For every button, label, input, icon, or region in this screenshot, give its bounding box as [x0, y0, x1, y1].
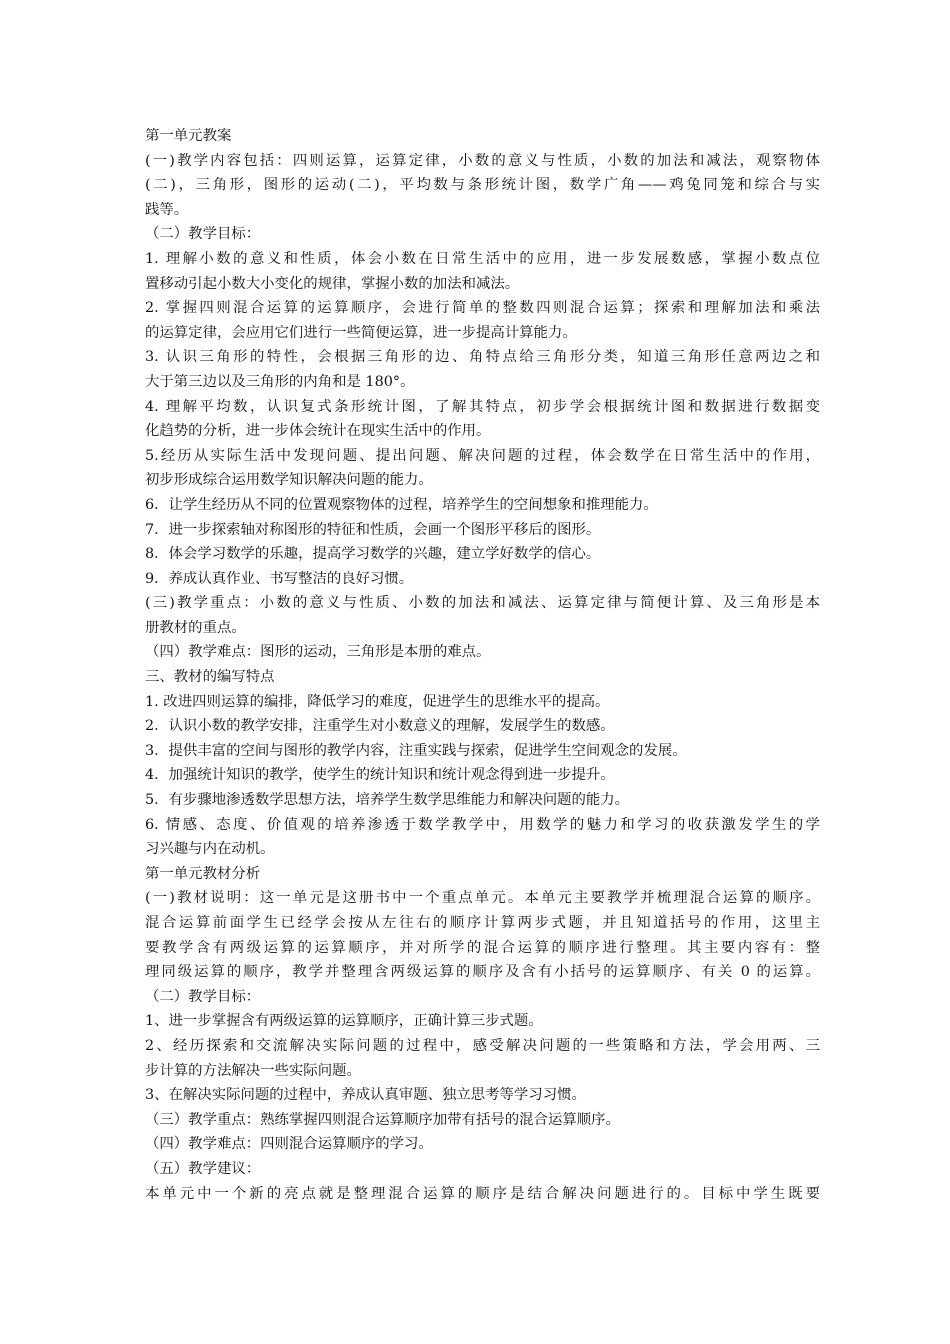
text-line: （四）教学难点：四则混合运算顺序的学习。: [145, 1136, 433, 1153]
text-line: 2．认识小数的教学安排，注重学生对小数意义的理解，发展学生的数感。: [145, 718, 615, 735]
text-line: 本单元中一个新的亮点就是整理混合运算的顺序是结合解决问题进行的。目标中学生既要: [145, 1185, 820, 1202]
text-line: 4．加强统计知识的教学，使学生的统计知识和统计观念得到进一步提升。: [145, 767, 615, 784]
text-line: 第一单元教案: [145, 128, 232, 144]
text-line: 要教学含有两级运算的运算顺序，并对所学的混合运算的顺序进行整理。其主要内容有：整: [145, 939, 820, 956]
text-line: 大于第三边以及三角形的内角和是 180°。: [145, 373, 415, 390]
text-line: （二）教学目标：: [145, 988, 261, 1005]
text-line: (三)教学重点：小数的意义与性质、小数的加法和减法、运算定律与简便计算、及三角形是本: [145, 595, 820, 612]
text-line: 5.经历从实际生活中发现问题、提出问题、解决问题的过程，体会数学在日常生活中的作用，: [145, 447, 820, 464]
text-line: 1. 改进四则运算的编排，降低学习的难度，促进学生的思维水平的提高。: [145, 693, 610, 710]
document-page: [145, 124, 820, 1206]
text-line: 践等。: [145, 201, 189, 218]
text-line: 3．提供丰富的空间与图形的教学内容，注重实践与探索，促进学生空间观念的发展。: [145, 742, 687, 759]
text-line: 步计算的方法解决一些实际问题。: [145, 1062, 361, 1079]
text-line: 8．体会学习数学的乐趣，提高学习数学的兴趣，建立学好数学的信心。: [145, 546, 601, 563]
text-line: (一)教学内容包括：四则运算，运算定律，小数的意义与性质，小数的加法和减法，观察物体: [145, 152, 820, 169]
text-line: 理同级运算的顺序，教学并整理含两级运算的顺序及含有小括号的运算顺序、有关 0 的运算。: [145, 964, 820, 981]
text-line: 7．进一步探索轴对称图形的特征和性质，会画一个图形平移后的图形。: [145, 521, 601, 538]
text-line: 4. 理解平均数，认识复式条形统计图，了解其特点，初步学会根据统计图和数据进行数据变: [145, 398, 820, 415]
text-line: 的运算定律，会应用它们进行一些简便运算，进一步提高计算能力。: [145, 324, 577, 341]
text-line: 3. 认识三角形的特性，会根据三角形的边、角特点给三角形分类，知道三角形任意两边之和: [145, 349, 820, 366]
text-line: 3、在解决实际问题的过程中，养成认真审题、独立思考等学习习惯。: [145, 1087, 586, 1104]
text-line: 2. 掌握四则混合运算的运算顺序，会进行简单的整数四则混合运算；探索和理解加法和乘法: [145, 300, 820, 317]
text-line: （四）教学难点：图形的运动，三角形是本册的难点。: [145, 644, 491, 661]
text-line: （三）教学重点：熟练掌握四则混合运算顺序加带有括号的混合运算顺序。: [145, 1111, 620, 1128]
text-line: 初步形成综合运用数学知识解决问题的能力。: [145, 472, 433, 489]
text-line: 1、进一步掌握含有两级运算的运算顺序，正确计算三步式题。: [145, 1013, 543, 1030]
text-line: 册教材的重点。: [145, 619, 246, 636]
text-line: （五）教学建议：: [145, 1160, 261, 1177]
text-line: 6. 情感、态度、价值观的培养渗透于数学教学中，用数学的魅力和学习的收获激发学生的学: [145, 816, 820, 833]
text-line: 6．让学生经历从不同的位置观察物体的过程，培养学生的空间想象和推理能力。: [145, 496, 658, 513]
text-line: 习兴趣与内在动机。: [145, 841, 275, 858]
text-line: (二)，三角形，图形的运动(二)，平均数与条形统计图，数学广角——鸡兔同笼和综合与实: [145, 177, 820, 194]
text-line: 第一单元教材分析: [145, 865, 261, 882]
text-line: （二）教学目标：: [145, 226, 261, 243]
text-line: 2、经历探索和交流解决实际问题的过程中，感受解决问题的一些策略和方法，学会用两、三: [145, 1037, 820, 1054]
text-line: 9．养成认真作业、书写整洁的良好习惯。: [145, 570, 414, 587]
text-line: 1. 理解小数的意义和性质，体会小数在日常生活中的应用，进一步发展数感，掌握小数点位: [145, 250, 820, 267]
text-line: 置移动引起小数大小变化的规律，掌握小数的加法和减法。: [145, 275, 520, 292]
text-line: 混合运算前面学生已经学会按从左往右的顺序计算两步式题，并且知道括号的作用，这里主: [145, 915, 820, 931]
text-line: 5．有步骤地渗透数学思想方法，培养学生数学思维能力和解决问题的能力。: [145, 792, 630, 809]
text-line: 三、教材的编写特点: [145, 669, 275, 686]
text-line: (一)教材说明：这一单元是这册书中一个重点单元。本单元主要教学并梳理混合运算的顺序。: [145, 890, 820, 907]
text-line: 化趋势的分析，进一步体会统计在现实生活中的作用。: [145, 423, 491, 440]
